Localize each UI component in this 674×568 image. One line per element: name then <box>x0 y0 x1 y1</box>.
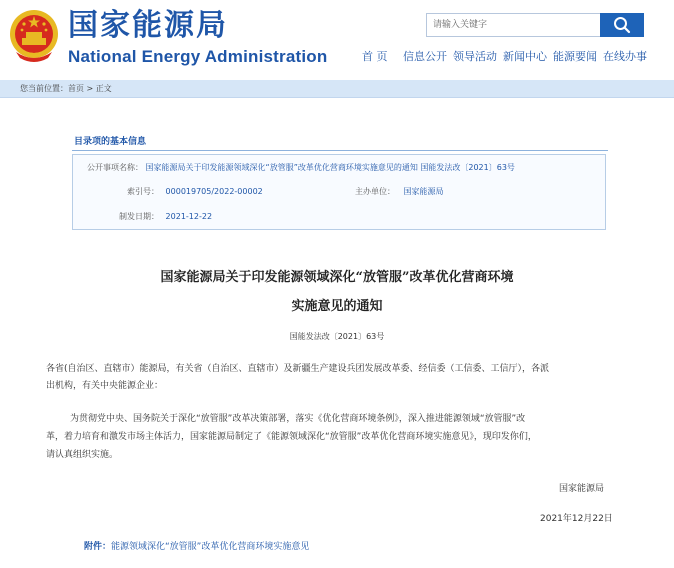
nav-home[interactable]: 首 页 <box>362 50 388 63</box>
meta-row-index <box>127 186 263 198</box>
meta-org-value: 国家能源局 <box>403 187 444 196</box>
search-icon <box>613 16 631 34</box>
body-line2: 革，着力培育和激发市场主体活力，国家能源局制定了《能源领域深化“放管服”改革优化营商环境实施意见》，现印发你们， <box>46 432 537 442</box>
document-number: 国能发法改〔2021〕63号 <box>289 332 385 341</box>
article-title-line2: 实施意见的通知 <box>291 299 383 314</box>
breadcrumb-home[interactable]: 首页 <box>68 84 84 93</box>
meta-index-value: 000019705/2022-00002 <box>165 187 263 196</box>
breadcrumb-prefix: 您当前位置： <box>20 84 68 93</box>
site-title-en[interactable]: National Energy Administration <box>68 47 328 66</box>
national-emblem-icon <box>8 8 60 64</box>
meta-name-value: 国家能源局关于印发能源领域深化“放管服”改革优化营商环境实施意见的通知 国能发法改〔2021〕63号 <box>145 163 515 172</box>
attachment-label: 附件： <box>84 542 112 552</box>
meta-date-value: 2021-12-22 <box>165 212 213 221</box>
signer: 国家能源局 <box>559 484 605 494</box>
site-header <box>0 0 674 74</box>
search-input[interactable] <box>427 14 603 36</box>
meta-date-label: 制发日期： <box>119 212 159 221</box>
nav-leader-activities[interactable]: 领导活动 <box>453 50 497 63</box>
article-title-line1: 国家能源局关于印发能源领域深化“放管服”改革优化营商环境 <box>160 270 514 285</box>
nav-energy-news[interactable]: 能源要闻 <box>553 50 597 63</box>
meta-index-label: 索引号： <box>127 187 159 196</box>
breadcrumb-current: 正文 <box>95 84 112 93</box>
meta-row-org <box>355 186 444 198</box>
meta-divider <box>72 150 608 151</box>
meta-row-date <box>119 211 212 223</box>
attachment <box>84 541 309 553</box>
breadcrumb-bar <box>0 80 674 98</box>
meta-info-box <box>72 154 606 230</box>
body-line3: 请认真组织实施。 <box>46 450 119 460</box>
breadcrumb-separator: > <box>84 84 96 93</box>
nav-online-services[interactable]: 在线办事 <box>603 50 647 63</box>
attachment-link[interactable]: 能源领域深化“放管服”改革优化营商环境实施意见 <box>111 542 310 552</box>
breadcrumb <box>20 83 112 95</box>
addressee-line1: 各省(自治区、直辖市）能源局，有关省（自治区、直辖市）及新疆生产建设兵团发展改革委、经信委（工信委、工信厅），各派 <box>46 364 550 374</box>
meta-name-label: 公开事项名称： <box>87 163 143 172</box>
search-box <box>426 13 644 37</box>
body-line1: 为贯彻党中央、国务院关于深化“放管服”改革决策部署，落实《优化营商环境条例》，深入推进能源领域“放管服”改 <box>70 414 526 424</box>
search-button[interactable] <box>600 13 644 37</box>
meta-row-name <box>87 162 515 174</box>
nav-news-center[interactable]: 新闻中心 <box>503 50 547 63</box>
site-title-cn[interactable]: 国家能源局 <box>68 8 228 43</box>
issue-date: 2021年12月22日 <box>540 514 613 524</box>
addressee-line2: 出机构，有关中央能源企业： <box>46 381 164 391</box>
nav-info-disclosure[interactable]: 信息公开 <box>403 50 447 63</box>
meta-org-label: 主办单位： <box>355 187 395 196</box>
meta-section-title: 目录项的基本信息 <box>74 137 147 147</box>
